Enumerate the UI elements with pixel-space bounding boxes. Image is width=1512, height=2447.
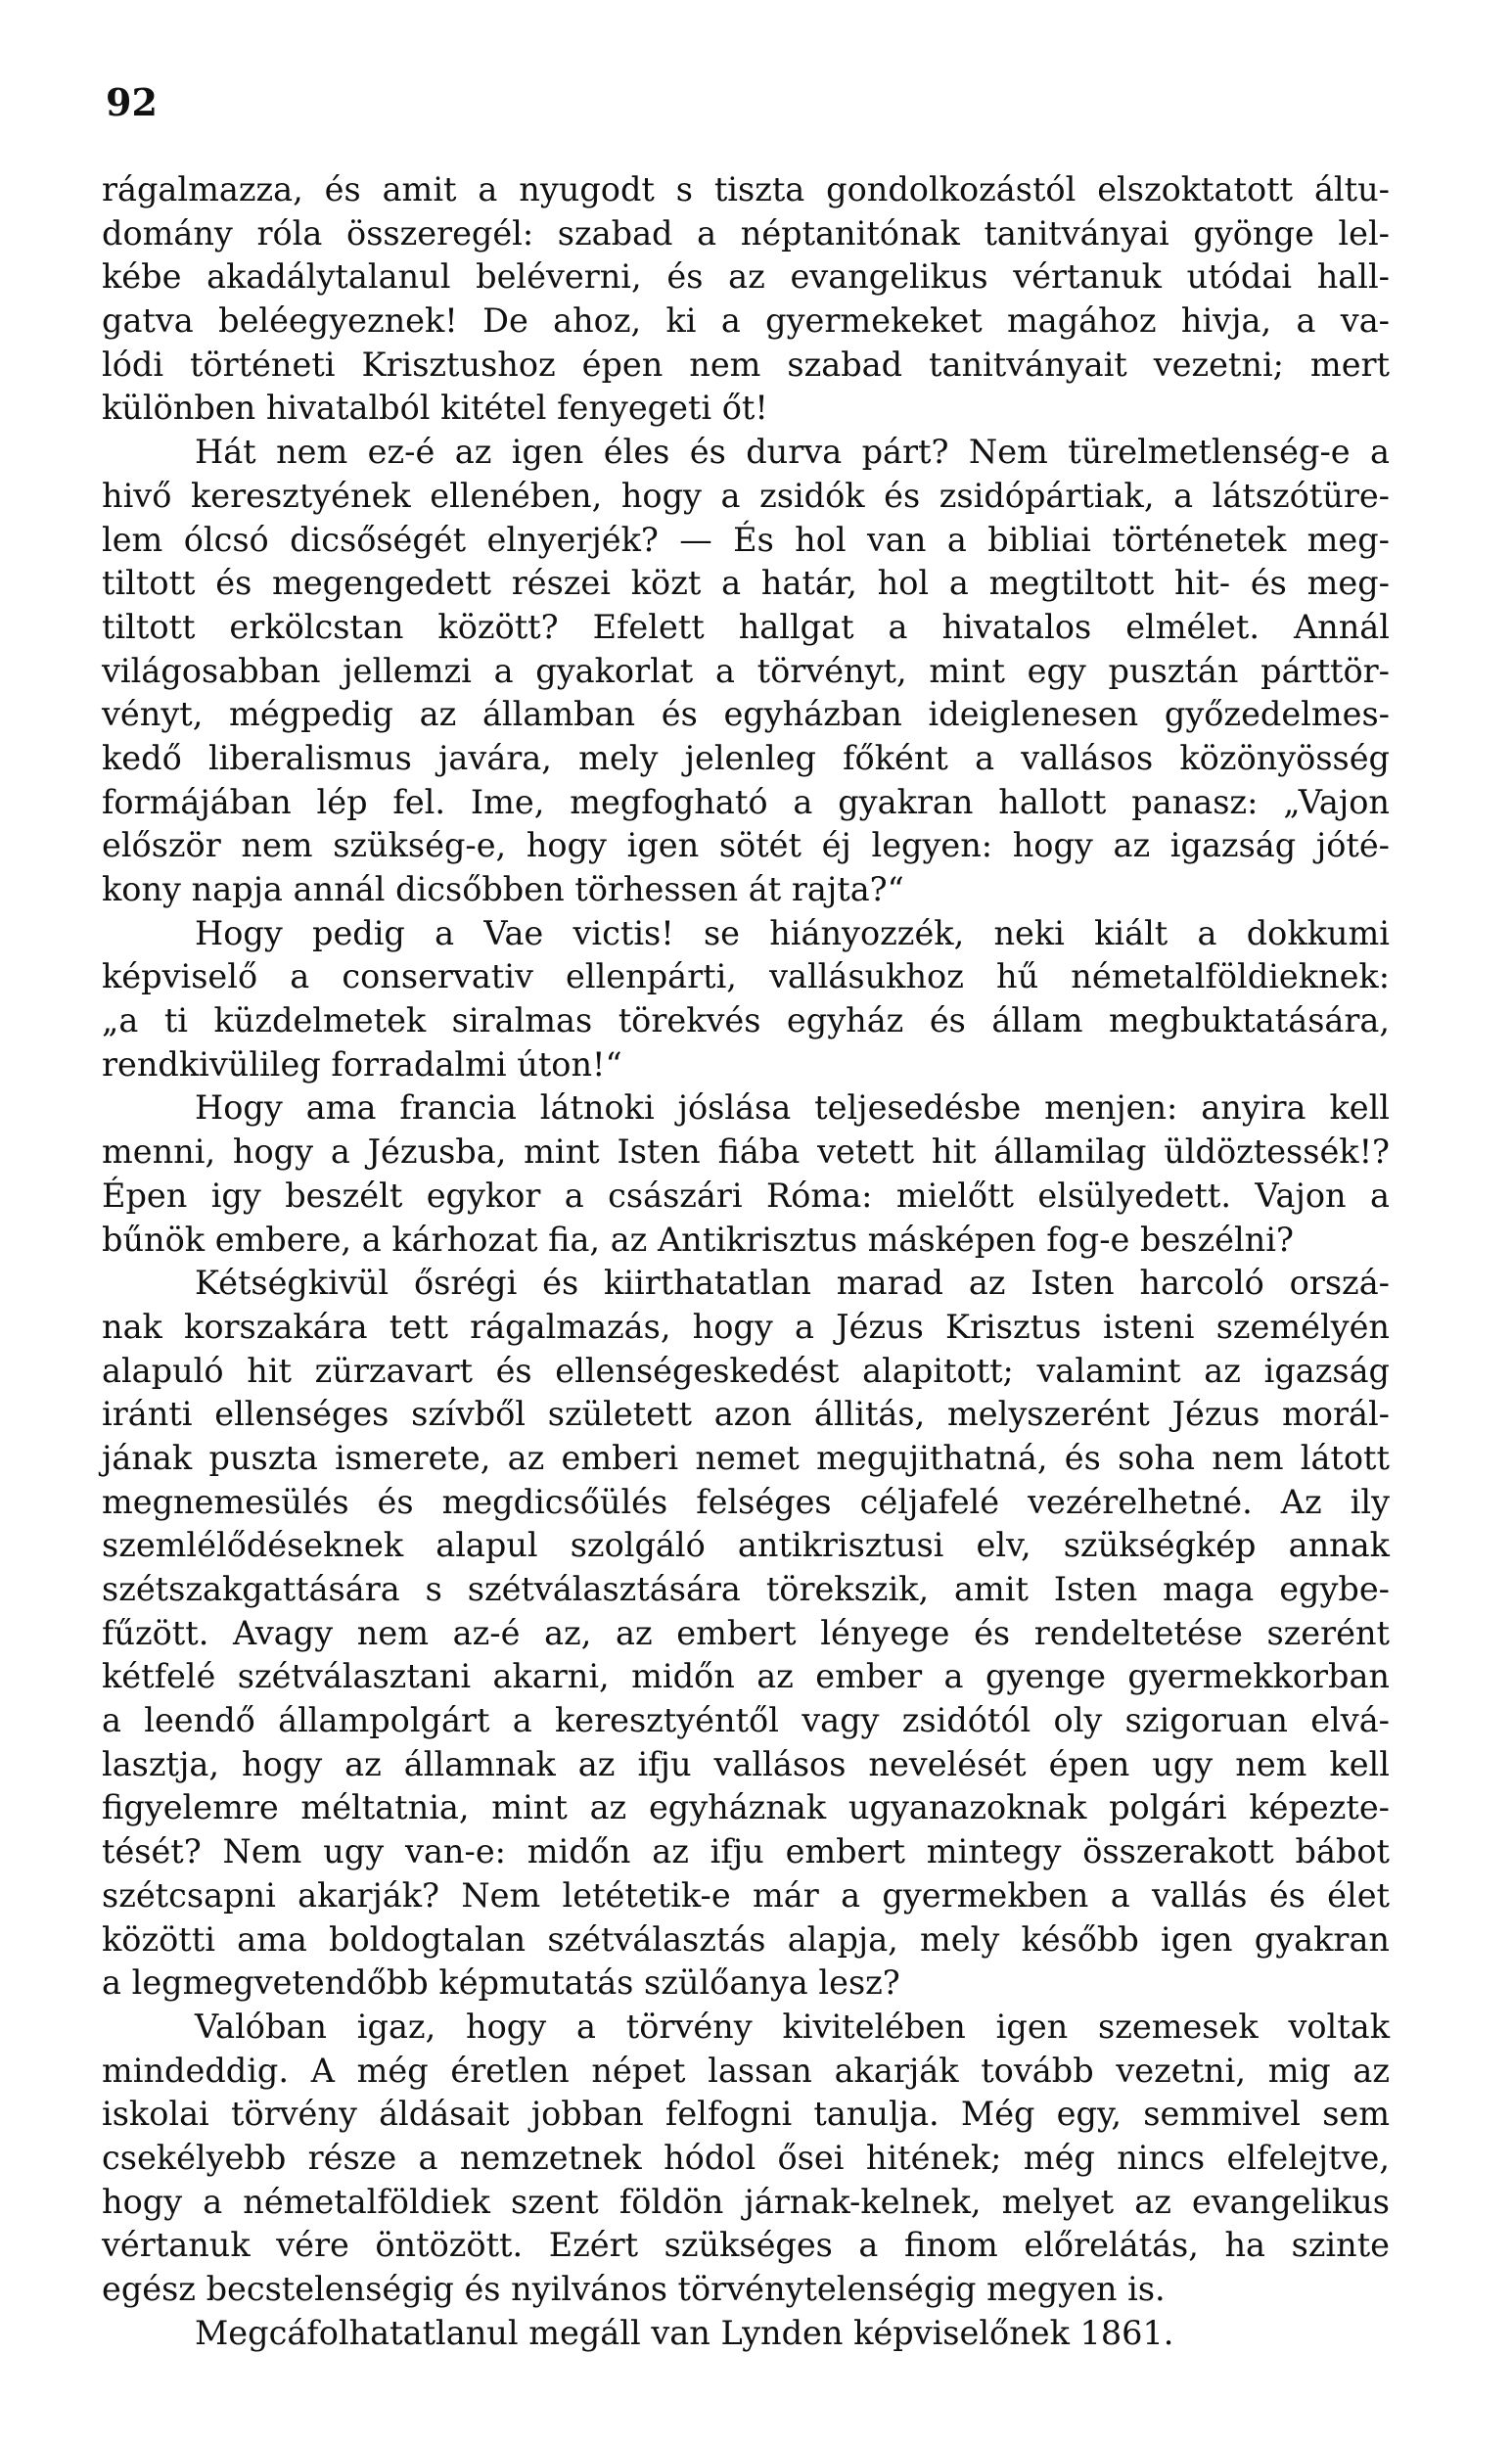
text-line: a leendő állampolgárt a keresztyéntől vagy zsidótól oly szigoruan elvá- — [102, 1701, 1390, 1740]
text-line: Megcáfolhatatlanul megáll van Lynden képviselőnek 1861. — [195, 2313, 1174, 2352]
text-line: nak korszakára tett rágalmazás, hogy a Jézus Krisztus isteni személyén — [102, 1307, 1390, 1346]
text-line: tését? Nem ugy van-e: midőn az ifju embert mintegy összerakott bábot — [102, 1832, 1390, 1871]
text-line: kétfelé szétválasztani akarni, midőn az ember a gyenge gyermekkorban — [102, 1657, 1390, 1696]
text-line: közötti ama boldogtalan szétválasztás alapja, mely később igen gyakran — [102, 1919, 1390, 1959]
text-line: Kétségkivül ősrégi és kiirthatatlan marad az Isten harcoló orszá- — [195, 1264, 1390, 1303]
text-line: Hát nem ez-é az igen éles és durva párt? Nem türelmetlenség-e a — [195, 433, 1390, 472]
text-line: kébe akadálytalanul beléverni, és az evangelikus vértanuk utódai hall- — [102, 257, 1390, 297]
text-line: megnemesülés és megdicsőülés felséges céljafelé vezérelhetné. Az ily — [102, 1482, 1390, 1521]
text-line: rendkivülileg forradalmi úton!“ — [102, 1044, 622, 1084]
text-line: fűzött. Avagy nem az-é az, az embert lényege és rendeltetése szerént — [102, 1613, 1390, 1652]
text-line: először nem szükség-e, hogy igen sötét éj legyen: hogy az igazság jóté- — [102, 826, 1390, 865]
text-line: tiltott és megengedett részei közt a határ, hol a megtiltott hit- és meg- — [102, 564, 1390, 603]
text-line: szemlélődéseknek alapul szolgáló antikrisztusi elv, szükségkép annak — [102, 1526, 1390, 1565]
text-line: egész becstelenségig és nyilvános törvénytelenségig megyen is. — [102, 2270, 1166, 2308]
text-line: Hogy ama francia látnoki jóslása teljesedésbe menjen: anyira kell — [195, 1088, 1390, 1128]
text-line: bűnök embere, a kárhozat fia, az Antikrisztus másképen fog-e beszélni? — [102, 1220, 1294, 1259]
text-line: Valóban igaz, hogy a törvény kivitelében igen szemesek voltak — [195, 2007, 1390, 2046]
text-line: domány róla összeregél: szabad a néptanitónak tanitványai gyönge lel- — [102, 213, 1390, 253]
body-text — [102, 168, 1390, 2355]
page-number: 92 — [106, 80, 158, 124]
text-line: kony napja annál dicsőbben törhessen át rajta?“ — [102, 870, 904, 908]
text-line: lódi történeti Krisztushoz épen nem szabad tanitványait vezetni; mert — [102, 345, 1390, 384]
text-line: tiltott erkölcstan között? Efelett hallgat a hivatalos elmélet. Annál — [102, 607, 1390, 646]
text-line: mindeddig. A még éretlen népet lassan akarják tovább vezetni, mig az — [102, 2051, 1390, 2090]
text-line: vényt, mégpedig az államban és egyházban ideiglenesen győzedelmes- — [102, 695, 1390, 734]
text-line: gatva beléegyeznek! De ahoz, ki a gyermekeket magához hivja, a va- — [102, 301, 1390, 341]
text-line: hogy a németalföldiek szent földön járnak-kelnek, melyet az evangelikus — [102, 2182, 1390, 2221]
text-line: kedő liberalismus javára, mely jelenleg főként a vallásos közönyösség — [102, 738, 1390, 777]
text-line: iskolai törvény áldásait jobban felfogni tanulja. Még egy, semmivel sem — [102, 2095, 1390, 2134]
text-line: figyelemre méltatnia, mint az egyháznak ugyanazoknak polgári képezte- — [102, 1788, 1390, 1827]
text-line: Hogy pedig a Vae victis! se hiányozzék, neki kiált a dokkumi — [195, 913, 1390, 952]
text-line: lasztja, hogy az államnak az ifju vallásos nevelését épen ugy nem kell — [102, 1744, 1390, 1783]
text-line: Épen igy beszélt egykor a császári Róma: mielőtt elsülyedett. Vajon a — [102, 1176, 1390, 1215]
text-line: „a ti küzdelmetek siralmas törekvés egyház és állam megbuktatására, — [102, 1001, 1390, 1040]
text-line: rágalmazza, és amit a nyugodt s tiszta gondolkozástól elszoktatott áltu- — [102, 170, 1390, 208]
text-line: jának puszta ismerete, az emberi nemet megujithatná, és soha nem látott — [102, 1438, 1390, 1477]
text-line: képviselő a conservativ ellenpárti, vallásukhoz hű németalföldieknek: — [102, 957, 1390, 996]
text-line: vértanuk vére öntözött. Ezért szükséges a finom előrelátás, ha szinte — [102, 2226, 1390, 2265]
text-line: alapuló hit zürzavart és ellenségeskedést alapitott; valamint az igazság — [102, 1351, 1390, 1390]
text-line: iránti ellenséges szívből született azon állitás, melyszerént Jézus morál- — [102, 1395, 1390, 1434]
text-line: világosabban jellemzi a gyakorlat a törvényt, mint egy pusztán párttör- — [102, 651, 1390, 690]
text-line: szétcsapni akarják? Nem letétetik-e már a gyermekben a vallás és élet — [102, 1875, 1390, 1915]
text-line: lem ólcsó dicsőségét elnyerjék? — És hol van a bibliai történetek meg- — [102, 520, 1390, 559]
text-line: hivő keresztyének ellenében, hogy a zsidók és zsidópártiak, a látszótüre- — [102, 476, 1390, 515]
text-line: különben hivatalból kitétel fenyegeti őt! — [102, 389, 768, 428]
text-line: szétszakgattására s szétválasztására törekszik, amit Isten maga egybe- — [102, 1570, 1390, 1608]
text-line: csekélyebb része a nemzetnek hódol ősei hitének; még nincs elfelejtve, — [102, 2138, 1390, 2177]
text-line: formájában lép fel. Ime, megfogható a gyakran hallott panasz: „Vajon — [102, 782, 1390, 821]
text-line: a legmegvetendőbb képmutatás szülőanya lesz? — [102, 1963, 900, 2003]
text-line: menni, hogy a Jézusba, mint Isten fiába vetett hit államilag üldöztessék!? — [102, 1132, 1390, 1172]
